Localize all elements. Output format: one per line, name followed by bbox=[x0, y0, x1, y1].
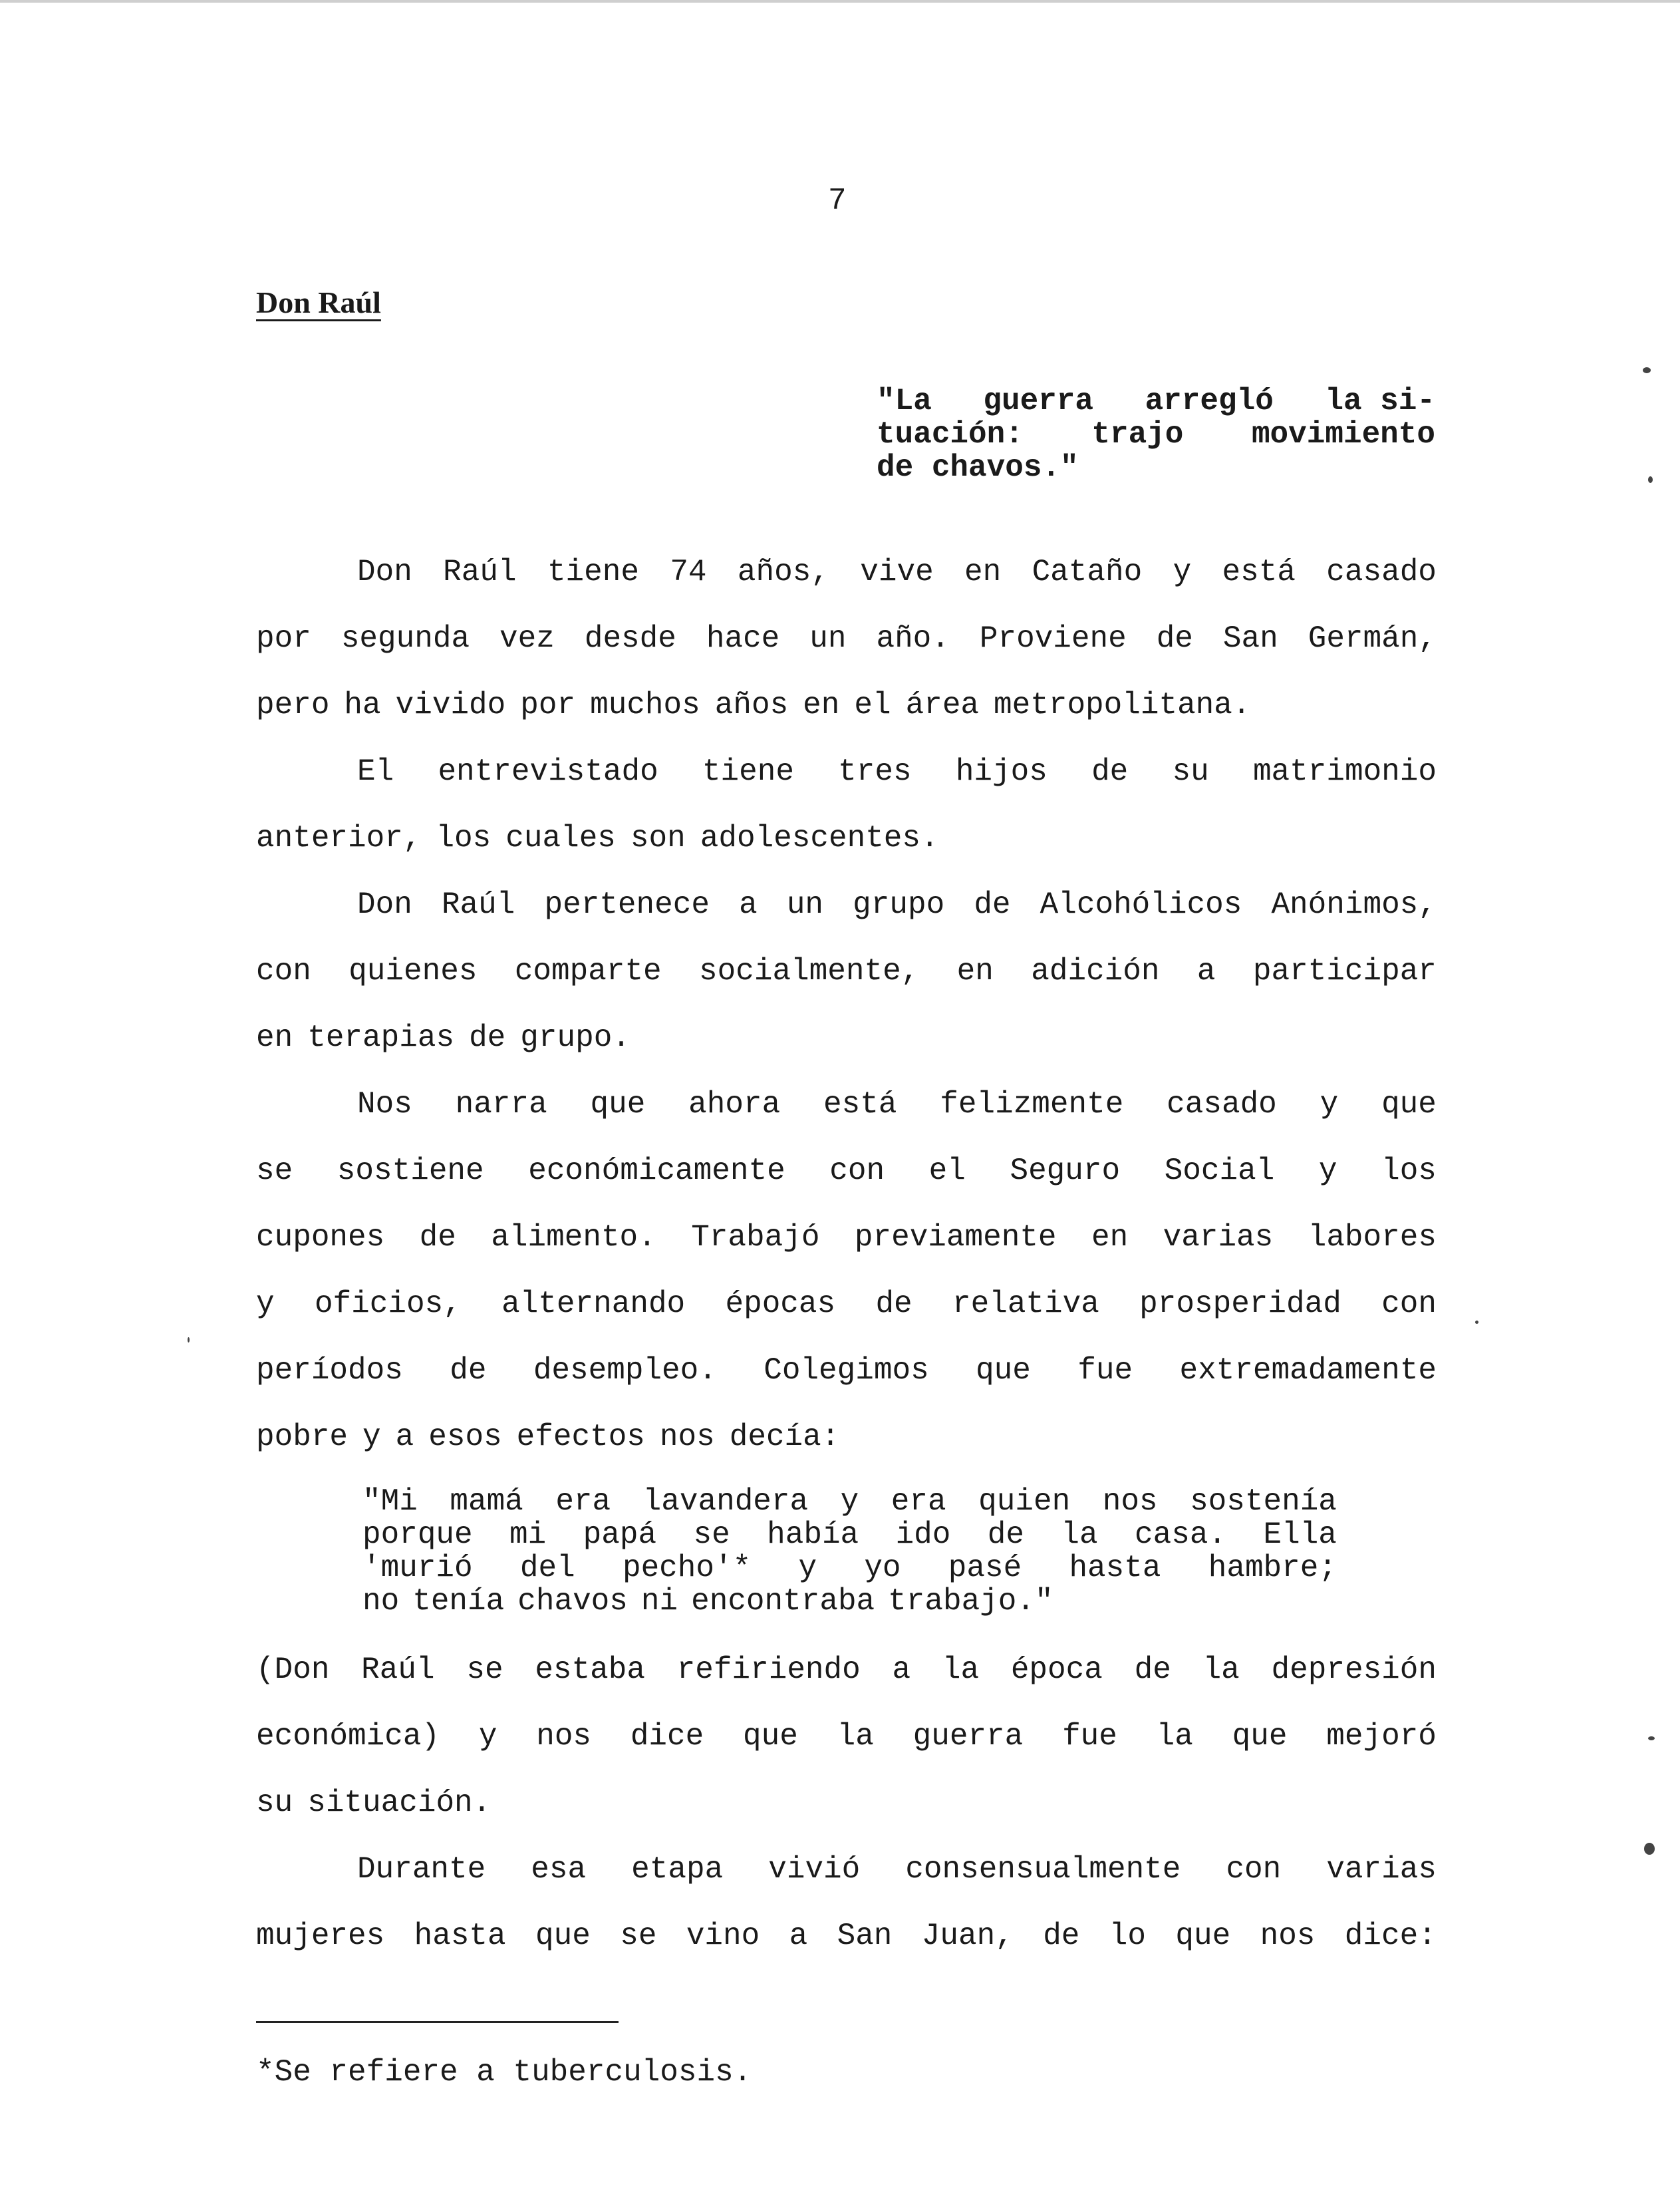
text-word: adolescentes. bbox=[700, 821, 939, 856]
footnote-rule bbox=[256, 2021, 619, 2023]
text-word: casado bbox=[1326, 555, 1437, 589]
text-word: varias bbox=[1163, 1220, 1274, 1255]
quote-word: porque bbox=[362, 1517, 473, 1552]
text-word: Social bbox=[1164, 1154, 1275, 1188]
text-word: sostiene bbox=[337, 1154, 484, 1188]
quote-word: tenía bbox=[412, 1584, 505, 1619]
text-word: a bbox=[395, 1420, 414, 1454]
text-word: ahora bbox=[688, 1087, 781, 1122]
text-line bbox=[357, 752, 1437, 792]
text-line bbox=[357, 1849, 1437, 1889]
quote-word: lavandera bbox=[642, 1484, 809, 1519]
text-word: pobre bbox=[256, 1420, 349, 1454]
quote-word: encontraba bbox=[691, 1584, 875, 1619]
text-word: épocas bbox=[725, 1287, 836, 1321]
text-word: períodos bbox=[256, 1353, 403, 1388]
text-line bbox=[256, 1350, 1437, 1390]
text-word: y bbox=[362, 1420, 381, 1454]
text-word: adición bbox=[1031, 954, 1160, 989]
text-word: un bbox=[809, 621, 847, 656]
text-word: con bbox=[1226, 1852, 1282, 1887]
text-word: terapias bbox=[307, 1021, 455, 1055]
quote-line bbox=[362, 1585, 1337, 1618]
text-word: de bbox=[974, 887, 1011, 922]
text-word: de bbox=[1043, 1919, 1080, 1953]
text-word: mujeres bbox=[256, 1919, 385, 1953]
text-word: Germán, bbox=[1308, 621, 1437, 656]
text-word: relativa bbox=[952, 1287, 1099, 1321]
text-word: oficios, bbox=[314, 1287, 462, 1321]
text-word: está bbox=[1222, 555, 1296, 589]
text-line bbox=[256, 1716, 1437, 1756]
text-word: pero bbox=[256, 688, 330, 722]
quote-word: casa. bbox=[1135, 1517, 1227, 1552]
text-word: felizmente bbox=[940, 1087, 1124, 1122]
quote-word: y bbox=[798, 1551, 817, 1585]
text-word: por bbox=[520, 688, 576, 722]
text-word: hijos bbox=[955, 754, 1048, 789]
text-word: muchos bbox=[590, 688, 700, 722]
quote-word: mi bbox=[509, 1517, 547, 1552]
text-word: Alcohólicos bbox=[1040, 887, 1242, 922]
text-line bbox=[256, 685, 1437, 725]
text-word: Durante bbox=[357, 1852, 486, 1887]
footnote: *Se refiere a tuberculosis. bbox=[256, 2055, 752, 2090]
text-word: a bbox=[739, 887, 758, 922]
text-line bbox=[256, 1650, 1437, 1690]
text-word: situación. bbox=[307, 1786, 491, 1820]
text-word: Nos bbox=[357, 1087, 412, 1122]
quote-word: era bbox=[891, 1484, 946, 1519]
text-line bbox=[256, 818, 1437, 858]
text-word: fue bbox=[1077, 1353, 1133, 1388]
epigraph-line bbox=[877, 418, 1435, 451]
text-word: entrevistado bbox=[438, 754, 658, 789]
block-quote bbox=[362, 1485, 1337, 1618]
text-word: labores bbox=[1308, 1220, 1437, 1255]
scan-speck bbox=[1648, 1736, 1655, 1740]
text-word: y bbox=[256, 1287, 275, 1321]
text-word: de bbox=[1156, 621, 1193, 656]
text-word: se bbox=[256, 1154, 293, 1188]
text-word: nos bbox=[536, 1719, 592, 1754]
text-word: que bbox=[743, 1719, 798, 1754]
epigraph-word: arregló bbox=[1145, 384, 1274, 418]
scan-speck bbox=[1643, 367, 1651, 373]
quote-word: 'murió bbox=[362, 1551, 473, 1585]
quote-word: del bbox=[519, 1551, 575, 1585]
epigraph-word: "La bbox=[877, 384, 932, 418]
text-word: previamente bbox=[854, 1220, 1057, 1255]
text-word: a bbox=[789, 1919, 808, 1953]
text-word: depresión bbox=[1271, 1653, 1437, 1687]
text-word: cuales bbox=[505, 821, 616, 856]
text-word: que bbox=[1175, 1919, 1231, 1953]
epigraph-line bbox=[877, 385, 1435, 418]
text-word: alternando bbox=[501, 1287, 686, 1321]
quote-word: nos bbox=[1102, 1484, 1158, 1519]
text-word: San bbox=[837, 1919, 893, 1953]
quote-word: yo bbox=[864, 1551, 901, 1585]
text-line bbox=[256, 1018, 1437, 1058]
quote-word: ni bbox=[640, 1584, 678, 1619]
section-title: Don Raúl bbox=[256, 285, 381, 319]
text-word: Colegimos bbox=[764, 1353, 929, 1388]
quote-word: y bbox=[840, 1484, 859, 1519]
text-word: Raúl bbox=[441, 887, 515, 922]
quote-word: chavos bbox=[517, 1584, 628, 1619]
text-word: está bbox=[823, 1087, 897, 1122]
text-word: nos bbox=[659, 1420, 715, 1454]
quote-word: hasta bbox=[1069, 1551, 1161, 1585]
text-word: vivió bbox=[768, 1852, 861, 1887]
text-word: la bbox=[1156, 1719, 1193, 1754]
text-line bbox=[256, 1151, 1437, 1191]
text-word: Don bbox=[357, 555, 412, 589]
text-word: año. bbox=[876, 621, 950, 656]
text-word: (Don bbox=[256, 1653, 330, 1687]
text-word: vive bbox=[860, 555, 934, 589]
text-word: tres bbox=[838, 754, 912, 789]
text-word: económicamente bbox=[528, 1154, 785, 1188]
text-word: Cataño bbox=[1032, 555, 1143, 589]
text-word: que bbox=[1381, 1087, 1437, 1122]
text-word: desempleo. bbox=[533, 1353, 717, 1388]
text-word: que bbox=[535, 1919, 591, 1953]
text-word: esos bbox=[428, 1420, 502, 1454]
text-word: se bbox=[466, 1653, 503, 1687]
text-word: área bbox=[905, 688, 980, 722]
text-word: por bbox=[256, 621, 311, 656]
text-word: la bbox=[942, 1653, 980, 1687]
text-word: en bbox=[964, 555, 1002, 589]
text-word: en bbox=[1091, 1220, 1129, 1255]
text-word: los bbox=[1381, 1154, 1437, 1188]
text-word: grupo bbox=[853, 887, 945, 922]
text-word: con bbox=[1381, 1287, 1437, 1321]
text-word: el bbox=[854, 688, 891, 722]
epigraph bbox=[877, 385, 1435, 484]
text-word: Raúl bbox=[443, 555, 517, 589]
text-word: en bbox=[956, 954, 994, 989]
text-word: decía: bbox=[729, 1420, 840, 1454]
quote-word: de bbox=[987, 1517, 1025, 1552]
epigraph-word: de chavos." bbox=[877, 450, 1079, 485]
text-word: de bbox=[1091, 754, 1129, 789]
quote-word: pasé bbox=[948, 1551, 1022, 1585]
text-word: a bbox=[1196, 954, 1216, 989]
text-word: narra bbox=[455, 1087, 547, 1122]
epigraph-word: trajo bbox=[1091, 417, 1184, 452]
text-word: estaba bbox=[535, 1653, 645, 1687]
text-word: época bbox=[1010, 1653, 1103, 1687]
quote-line bbox=[362, 1485, 1337, 1518]
text-word: dice bbox=[630, 1719, 704, 1754]
text-word: participar bbox=[1252, 954, 1437, 989]
quote-word: "Mi bbox=[362, 1484, 418, 1519]
text-word: de bbox=[1134, 1653, 1171, 1687]
text-line bbox=[256, 1417, 1437, 1457]
text-word: consensualmente bbox=[905, 1852, 1181, 1887]
text-word: y bbox=[1173, 555, 1192, 589]
text-word: Juan, bbox=[921, 1919, 1014, 1953]
text-word: segunda bbox=[341, 621, 470, 656]
text-word: varias bbox=[1326, 1852, 1437, 1887]
text-word: se bbox=[620, 1919, 657, 1953]
quote-word: Ella bbox=[1263, 1517, 1337, 1552]
text-word: de bbox=[469, 1021, 506, 1055]
text-line bbox=[256, 619, 1437, 659]
epigraph-word: guerra bbox=[983, 384, 1094, 418]
text-word: pertenece bbox=[544, 887, 710, 922]
quote-word: era bbox=[555, 1484, 611, 1519]
text-word: y bbox=[1318, 1154, 1337, 1188]
text-word: guerra bbox=[912, 1719, 1024, 1754]
text-word: matrimonio bbox=[1252, 754, 1437, 789]
text-word: refiriendo bbox=[676, 1653, 861, 1687]
quote-word: hambre; bbox=[1208, 1551, 1337, 1585]
text-word: quienes bbox=[349, 954, 478, 989]
text-word: San bbox=[1222, 621, 1278, 656]
text-word: prosperidad bbox=[1139, 1287, 1341, 1321]
text-word: vino bbox=[686, 1919, 760, 1953]
text-word: su bbox=[1172, 754, 1209, 789]
text-word: Trabajó bbox=[691, 1220, 820, 1255]
text-word: comparte bbox=[514, 954, 662, 989]
quote-word: trabajo." bbox=[888, 1584, 1053, 1619]
text-word: esa bbox=[531, 1852, 587, 1887]
text-word: un bbox=[786, 887, 824, 922]
quote-word: pecho'* bbox=[622, 1551, 752, 1585]
text-line bbox=[256, 951, 1437, 991]
text-word: que bbox=[976, 1353, 1031, 1388]
text-word: metropolitana. bbox=[994, 688, 1251, 722]
text-word: anterior, bbox=[256, 821, 422, 856]
text-word: y bbox=[478, 1719, 497, 1754]
quote-word: ido bbox=[895, 1517, 951, 1552]
text-word: de bbox=[450, 1353, 487, 1388]
text-line bbox=[256, 1217, 1437, 1257]
text-word: El bbox=[357, 754, 394, 789]
text-word: efectos bbox=[516, 1420, 645, 1454]
text-word: Don bbox=[357, 887, 412, 922]
text-word: y bbox=[1320, 1087, 1339, 1122]
text-word: Raúl bbox=[361, 1653, 435, 1687]
text-word: nos bbox=[1260, 1919, 1316, 1953]
text-word: desde bbox=[584, 621, 676, 656]
text-line bbox=[256, 1916, 1437, 1956]
quote-word: se bbox=[693, 1517, 730, 1552]
quote-word: había bbox=[767, 1517, 859, 1552]
text-word: Proviene bbox=[979, 621, 1127, 656]
epigraph-word: la si- bbox=[1325, 384, 1435, 418]
epigraph-line bbox=[877, 451, 1435, 484]
text-word: la bbox=[837, 1719, 874, 1754]
text-word: hasta bbox=[414, 1919, 506, 1953]
text-word: ha bbox=[344, 688, 381, 722]
text-word: fue bbox=[1062, 1719, 1117, 1754]
scan-speck bbox=[1644, 1843, 1655, 1855]
text-word: tiene bbox=[547, 555, 639, 589]
text-word: lo bbox=[1109, 1919, 1147, 1953]
text-line bbox=[256, 1284, 1437, 1324]
text-word: a bbox=[892, 1653, 911, 1687]
scan-speck bbox=[1475, 1321, 1478, 1324]
text-word: en bbox=[803, 688, 840, 722]
text-word: vez bbox=[499, 621, 555, 656]
epigraph-word: movimiento bbox=[1251, 417, 1435, 452]
text-word: con bbox=[256, 954, 311, 989]
text-word: de bbox=[875, 1287, 912, 1321]
quote-word: papá bbox=[583, 1517, 657, 1552]
text-word: los bbox=[436, 821, 491, 856]
quote-line bbox=[362, 1518, 1337, 1551]
text-line bbox=[357, 885, 1437, 925]
text-word: el bbox=[928, 1154, 966, 1188]
text-word: que bbox=[590, 1087, 646, 1122]
text-word: socialmente, bbox=[699, 954, 920, 989]
text-line bbox=[357, 552, 1437, 592]
text-word: que bbox=[1232, 1719, 1288, 1754]
text-word: con bbox=[829, 1154, 885, 1188]
text-word: alimento. bbox=[491, 1220, 656, 1255]
text-word: su bbox=[256, 1786, 293, 1820]
text-word: hace bbox=[706, 621, 780, 656]
text-word: grupo. bbox=[520, 1021, 630, 1055]
text-word: dice: bbox=[1344, 1919, 1437, 1953]
text-word: Seguro bbox=[1010, 1154, 1121, 1188]
quote-word: sostenía bbox=[1190, 1484, 1337, 1519]
text-word: económica) bbox=[256, 1719, 440, 1754]
quote-word: mamá bbox=[450, 1484, 523, 1519]
text-word: extremadamente bbox=[1179, 1353, 1437, 1388]
text-word: en bbox=[256, 1021, 293, 1055]
page-number: 7 bbox=[828, 184, 847, 218]
text-word: 74 bbox=[670, 555, 707, 589]
text-word: años, bbox=[737, 555, 829, 589]
quote-word: la bbox=[1061, 1517, 1098, 1552]
scan-speck bbox=[188, 1337, 190, 1343]
scan-speck bbox=[1648, 476, 1653, 483]
text-word: casado bbox=[1167, 1087, 1277, 1122]
text-word: tiene bbox=[702, 754, 794, 789]
text-word: mejoró bbox=[1326, 1719, 1437, 1754]
epigraph-word: tuación: bbox=[877, 417, 1024, 452]
text-word: vivido bbox=[395, 688, 506, 722]
text-word: son bbox=[630, 821, 686, 856]
text-line bbox=[357, 1084, 1437, 1124]
text-word: cupones bbox=[256, 1220, 385, 1255]
text-word: etapa bbox=[631, 1852, 724, 1887]
text-word: años bbox=[714, 688, 789, 722]
text-word: la bbox=[1202, 1653, 1240, 1687]
page-top-edge bbox=[0, 0, 1680, 3]
text-word: Anónimos, bbox=[1271, 887, 1437, 922]
text-word: de bbox=[419, 1220, 456, 1255]
quote-word: quien bbox=[978, 1484, 1071, 1519]
quote-word: no bbox=[362, 1584, 400, 1619]
text-line bbox=[256, 1783, 1437, 1823]
quote-line bbox=[362, 1551, 1337, 1585]
